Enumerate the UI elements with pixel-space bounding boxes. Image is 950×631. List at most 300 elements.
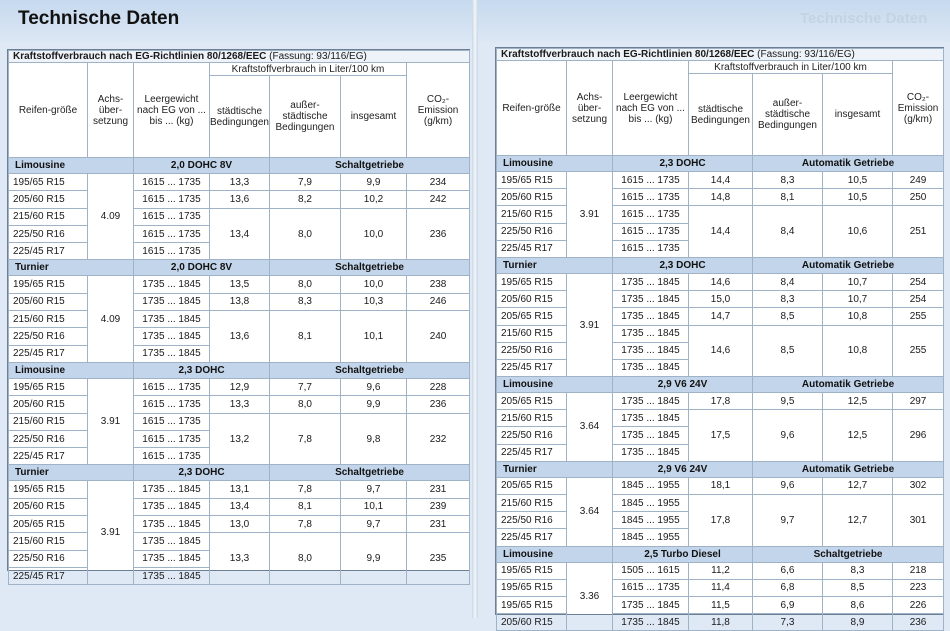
consumption-total: 10,1 bbox=[341, 498, 407, 515]
curb-weight: 1735 ... 1845 bbox=[134, 516, 210, 533]
curb-weight: 1735 ... 1845 bbox=[134, 276, 210, 293]
col-header-city: städtische Bedingungen bbox=[689, 74, 753, 156]
tire-size: 195/65 R15 bbox=[9, 378, 88, 395]
consumption-city: 17,8 bbox=[689, 393, 753, 410]
tire-size: 195/65 R15 bbox=[497, 579, 567, 596]
consumption-extra-urban: 7,8 bbox=[270, 516, 341, 533]
page-fold bbox=[472, 0, 478, 618]
curb-weight: 1845 ... 1955 bbox=[613, 529, 689, 546]
table-row bbox=[497, 308, 944, 325]
table-row bbox=[497, 273, 944, 290]
consumption-city: 14,4 bbox=[689, 172, 753, 189]
curb-weight: 1735 ... 1845 bbox=[613, 427, 689, 444]
consumption-extra-urban: 8,1 bbox=[270, 311, 341, 363]
fuel-table-left bbox=[7, 49, 470, 582]
curb-weight: 1735 ... 1845 bbox=[134, 533, 210, 550]
section-header-row bbox=[497, 377, 944, 393]
tire-size: 205/65 R15 bbox=[9, 516, 88, 533]
co2-emission: 242 bbox=[407, 191, 470, 208]
consumption-total: 12,5 bbox=[823, 410, 893, 462]
co2-emission: 296 bbox=[893, 410, 944, 462]
curb-weight: 1845 ... 1955 bbox=[613, 495, 689, 512]
axle-ratio: 4.09 bbox=[88, 174, 134, 260]
consumption-city: 13,8 bbox=[210, 293, 270, 310]
table-row bbox=[9, 276, 470, 293]
co2-emission: 255 bbox=[893, 325, 944, 377]
section-model: Turnier bbox=[9, 260, 134, 276]
consumption-extra-urban: 6,6 bbox=[753, 562, 823, 579]
consumption-extra-urban: 8,3 bbox=[753, 291, 823, 308]
section-gearbox: Schaltgetriebe bbox=[753, 546, 944, 562]
consumption-city: 13,2 bbox=[210, 413, 270, 465]
tire-size: 225/45 R17 bbox=[9, 345, 88, 362]
co2-emission: 297 bbox=[893, 393, 944, 410]
consumption-total: 10,2 bbox=[341, 191, 407, 208]
curb-weight: 1735 ... 1845 bbox=[613, 614, 689, 631]
curb-weight: 1735 ... 1845 bbox=[134, 293, 210, 310]
consumption-extra-urban: 9,6 bbox=[753, 410, 823, 462]
axle-ratio: 3.64 bbox=[567, 477, 613, 546]
co2-emission: 302 bbox=[893, 477, 944, 494]
co2-emission: 236 bbox=[407, 396, 470, 413]
table-row bbox=[9, 533, 470, 550]
tire-size: 225/45 R17 bbox=[9, 567, 88, 584]
curb-weight: 1735 ... 1845 bbox=[134, 328, 210, 345]
section-model: Limousine bbox=[9, 158, 134, 174]
section-engine: 2,3 DOHC bbox=[613, 257, 753, 273]
curb-weight: 1735 ... 1845 bbox=[613, 273, 689, 290]
table-row bbox=[9, 174, 470, 191]
axle-ratio: 3.64 bbox=[567, 393, 613, 462]
section-model: Turnier bbox=[497, 461, 613, 477]
table-row bbox=[497, 596, 944, 613]
consumption-city: 13,4 bbox=[210, 208, 270, 260]
consumption-city: 14,8 bbox=[689, 189, 753, 206]
tire-size: 225/45 R17 bbox=[497, 359, 567, 376]
section-header-row bbox=[497, 257, 944, 273]
axle-ratio: 3.36 bbox=[567, 562, 613, 631]
tire-size: 205/60 R15 bbox=[497, 189, 567, 206]
col-header-fuel-group: Kraftstoffverbrauch in Liter/100 km bbox=[689, 61, 893, 74]
curb-weight: 1615 ... 1735 bbox=[134, 413, 210, 430]
section-engine: 2,9 V6 24V bbox=[613, 377, 753, 393]
consumption-total: 10,0 bbox=[341, 276, 407, 293]
consumption-total: 9,7 bbox=[341, 481, 407, 498]
co2-emission: 250 bbox=[893, 189, 944, 206]
co2-emission: 239 bbox=[407, 498, 470, 515]
consumption-total: 9,6 bbox=[341, 378, 407, 395]
section-engine: 2,9 V6 24V bbox=[613, 461, 753, 477]
col-header-tire: Reifen-größe bbox=[9, 63, 88, 158]
consumption-extra-urban: 7,7 bbox=[270, 378, 341, 395]
co2-emission: 240 bbox=[407, 311, 470, 363]
consumption-city: 14,6 bbox=[689, 273, 753, 290]
tire-size: 205/60 R15 bbox=[497, 291, 567, 308]
co2-emission: 232 bbox=[407, 413, 470, 465]
consumption-extra-urban: 9,6 bbox=[753, 477, 823, 494]
consumption-extra-urban: 7,9 bbox=[270, 174, 341, 191]
co2-emission: 236 bbox=[893, 614, 944, 631]
curb-weight: 1615 ... 1735 bbox=[134, 225, 210, 242]
col-header-tire: Reifen-größe bbox=[497, 61, 567, 156]
consumption-extra-urban: 8,0 bbox=[270, 208, 341, 260]
table-row bbox=[497, 325, 944, 342]
consumption-extra-urban: 7,3 bbox=[753, 614, 823, 631]
consumption-total: 10,6 bbox=[823, 206, 893, 258]
section-model: Limousine bbox=[497, 156, 613, 172]
tire-size: 215/60 R15 bbox=[497, 325, 567, 342]
consumption-extra-urban: 8,0 bbox=[270, 533, 341, 585]
curb-weight: 1615 ... 1735 bbox=[134, 430, 210, 447]
curb-weight: 1735 ... 1845 bbox=[134, 567, 210, 584]
table-subtitle: (Fassung: 93/116/EG) bbox=[266, 51, 367, 62]
tire-size: 225/45 R17 bbox=[497, 240, 567, 257]
table-row bbox=[497, 393, 944, 410]
consumption-city: 14,7 bbox=[689, 308, 753, 325]
table-row bbox=[9, 378, 470, 395]
consumption-extra-urban: 8,0 bbox=[270, 396, 341, 413]
consumption-extra-urban: 8,4 bbox=[753, 273, 823, 290]
curb-weight: 1615 ... 1735 bbox=[134, 208, 210, 225]
table-subtitle: (Fassung: 93/116/EG) bbox=[754, 49, 855, 60]
tire-size: 225/50 R16 bbox=[9, 430, 88, 447]
consumption-city: 13,3 bbox=[210, 174, 270, 191]
consumption-total: 9,9 bbox=[341, 533, 407, 585]
consumption-total: 10,5 bbox=[823, 189, 893, 206]
consumption-city: 13,4 bbox=[210, 498, 270, 515]
section-gearbox: Schaltgetriebe bbox=[270, 465, 470, 481]
curb-weight: 1735 ... 1845 bbox=[613, 325, 689, 342]
tire-size: 225/45 R17 bbox=[9, 448, 88, 465]
tire-size: 195/65 R15 bbox=[9, 481, 88, 498]
consumption-city: 11,2 bbox=[689, 562, 753, 579]
section-gearbox: Schaltgetriebe bbox=[270, 158, 470, 174]
axle-ratio: 3.91 bbox=[88, 378, 134, 464]
tire-size: 225/50 R16 bbox=[497, 512, 567, 529]
tire-size: 225/50 R16 bbox=[9, 550, 88, 567]
section-engine: 2,3 DOHC bbox=[613, 156, 753, 172]
section-gearbox: Automatik Getriebe bbox=[753, 461, 944, 477]
section-gearbox: Automatik Getriebe bbox=[753, 156, 944, 172]
curb-weight: 1735 ... 1845 bbox=[134, 550, 210, 567]
consumption-total: 10,3 bbox=[341, 293, 407, 310]
tire-size: 215/60 R15 bbox=[497, 206, 567, 223]
table-row bbox=[497, 410, 944, 427]
consumption-extra-urban: 8,1 bbox=[753, 189, 823, 206]
co2-emission: 254 bbox=[893, 291, 944, 308]
table-row bbox=[9, 293, 470, 310]
section-header-row bbox=[497, 461, 944, 477]
tire-size: 215/60 R15 bbox=[497, 495, 567, 512]
consumption-city: 14,4 bbox=[689, 206, 753, 258]
co2-emission: 249 bbox=[893, 172, 944, 189]
tire-size: 225/45 R17 bbox=[9, 243, 88, 260]
table-row bbox=[9, 413, 470, 430]
consumption-city: 13,3 bbox=[210, 533, 270, 585]
curb-weight: 1735 ... 1845 bbox=[613, 359, 689, 376]
curb-weight: 1615 ... 1735 bbox=[134, 396, 210, 413]
table-row bbox=[497, 189, 944, 206]
tire-size: 225/50 R16 bbox=[9, 328, 88, 345]
consumption-city: 13,3 bbox=[210, 396, 270, 413]
co2-emission: 218 bbox=[893, 562, 944, 579]
consumption-total: 9,7 bbox=[341, 516, 407, 533]
consumption-total: 12,7 bbox=[823, 495, 893, 547]
fuel-table-right bbox=[495, 47, 944, 628]
consumption-city: 17,8 bbox=[689, 495, 753, 547]
col-header-co2: CO₂-Emission (g/km) bbox=[407, 63, 470, 158]
section-model: Limousine bbox=[497, 546, 613, 562]
co2-emission: 236 bbox=[407, 208, 470, 260]
consumption-total: 8,6 bbox=[823, 596, 893, 613]
consumption-city: 14,6 bbox=[689, 325, 753, 377]
tire-size: 215/60 R15 bbox=[9, 413, 88, 430]
tire-size: 205/60 R15 bbox=[9, 191, 88, 208]
section-engine: 2,0 DOHC 8V bbox=[134, 260, 270, 276]
table-row bbox=[9, 516, 470, 533]
consumption-total: 8,9 bbox=[823, 614, 893, 631]
section-header-row bbox=[497, 546, 944, 562]
col-header-extra-urban: außer-städtische Bedingungen bbox=[753, 74, 823, 156]
tire-size: 205/65 R15 bbox=[497, 393, 567, 410]
curb-weight: 1615 ... 1735 bbox=[134, 448, 210, 465]
consumption-total: 10,7 bbox=[823, 273, 893, 290]
section-engine: 2,5 Turbo Diesel bbox=[613, 546, 753, 562]
table-row bbox=[497, 172, 944, 189]
consumption-extra-urban: 7,8 bbox=[270, 413, 341, 465]
curb-weight: 1845 ... 1955 bbox=[613, 512, 689, 529]
curb-weight: 1735 ... 1845 bbox=[613, 342, 689, 359]
tire-size: 205/60 R15 bbox=[9, 396, 88, 413]
consumption-city: 11,5 bbox=[689, 596, 753, 613]
consumption-total: 10,8 bbox=[823, 325, 893, 377]
co2-emission: 231 bbox=[407, 516, 470, 533]
co2-emission: 228 bbox=[407, 378, 470, 395]
curb-weight: 1615 ... 1735 bbox=[613, 172, 689, 189]
consumption-extra-urban: 9,7 bbox=[753, 495, 823, 547]
section-engine: 2,0 DOHC 8V bbox=[134, 158, 270, 174]
curb-weight: 1615 ... 1735 bbox=[613, 206, 689, 223]
axle-ratio: 4.09 bbox=[88, 276, 134, 362]
consumption-extra-urban: 8,5 bbox=[753, 308, 823, 325]
tire-size: 205/60 R15 bbox=[497, 614, 567, 631]
table-row bbox=[497, 206, 944, 223]
table-row bbox=[497, 562, 944, 579]
co2-emission: 234 bbox=[407, 174, 470, 191]
tire-size: 195/65 R15 bbox=[497, 172, 567, 189]
axle-ratio: 3.91 bbox=[567, 273, 613, 376]
table-row bbox=[497, 614, 944, 631]
consumption-extra-urban: 8,0 bbox=[270, 276, 341, 293]
axle-ratio: 3.91 bbox=[567, 172, 613, 258]
tire-size: 205/60 R15 bbox=[9, 498, 88, 515]
curb-weight: 1735 ... 1845 bbox=[134, 311, 210, 328]
section-engine: 2,3 DOHC bbox=[134, 465, 270, 481]
consumption-city: 13,0 bbox=[210, 516, 270, 533]
section-header-row bbox=[9, 362, 470, 378]
consumption-total: 12,5 bbox=[823, 393, 893, 410]
consumption-total: 9,8 bbox=[341, 413, 407, 465]
curb-weight: 1505 ... 1615 bbox=[613, 562, 689, 579]
col-header-axle: Achs-über-setzung bbox=[567, 61, 613, 156]
table-title bbox=[497, 49, 944, 61]
tire-size: 225/50 R16 bbox=[9, 225, 88, 242]
tire-size: 225/50 R16 bbox=[497, 427, 567, 444]
col-header-total: insgesamt bbox=[341, 76, 407, 158]
co2-emission: 255 bbox=[893, 308, 944, 325]
tire-size: 195/65 R15 bbox=[497, 562, 567, 579]
table-title bbox=[9, 51, 470, 63]
col-header-extra-urban: außer-städtische Bedingungen bbox=[270, 76, 341, 158]
co2-emission: 238 bbox=[407, 276, 470, 293]
col-header-weight: Leergewicht nach EG von ... bis ... (kg) bbox=[613, 61, 689, 156]
table-title-text: Kraftstoffverbrauch nach EG-Richtlinien 80/1268/EEC bbox=[501, 49, 755, 60]
tire-size: 195/65 R15 bbox=[497, 273, 567, 290]
table-row bbox=[9, 311, 470, 328]
consumption-city: 11,8 bbox=[689, 614, 753, 631]
table-title-text: Kraftstoffverbrauch nach EG-Richtlinien 80/1268/EEC bbox=[13, 51, 267, 62]
section-engine: 2,3 DOHC bbox=[134, 362, 270, 378]
curb-weight: 1615 ... 1735 bbox=[613, 240, 689, 257]
consumption-extra-urban: 9,5 bbox=[753, 393, 823, 410]
tire-size: 205/65 R15 bbox=[497, 477, 567, 494]
consumption-city: 13,1 bbox=[210, 481, 270, 498]
consumption-total: 10,1 bbox=[341, 311, 407, 363]
consumption-city: 12,9 bbox=[210, 378, 270, 395]
consumption-total: 10,5 bbox=[823, 172, 893, 189]
column-header-row bbox=[497, 61, 944, 74]
consumption-total: 9,9 bbox=[341, 174, 407, 191]
consumption-total: 8,3 bbox=[823, 562, 893, 579]
section-model: Turnier bbox=[497, 257, 613, 273]
section-header-row bbox=[9, 158, 470, 174]
consumption-city: 13,6 bbox=[210, 311, 270, 363]
consumption-extra-urban: 7,8 bbox=[270, 481, 341, 498]
curb-weight: 1735 ... 1845 bbox=[613, 410, 689, 427]
curb-weight: 1735 ... 1845 bbox=[613, 393, 689, 410]
col-header-city: städtische Bedingungen bbox=[210, 76, 270, 158]
consumption-extra-urban: 6,9 bbox=[753, 596, 823, 613]
table-row bbox=[497, 291, 944, 308]
table-row bbox=[497, 495, 944, 512]
co2-emission: 251 bbox=[893, 206, 944, 258]
tire-size: 215/60 R15 bbox=[9, 533, 88, 550]
tire-size: 195/65 R15 bbox=[497, 596, 567, 613]
table-row bbox=[9, 481, 470, 498]
axle-ratio: 3.91 bbox=[88, 481, 134, 585]
consumption-city: 13,5 bbox=[210, 276, 270, 293]
consumption-extra-urban: 8,3 bbox=[753, 172, 823, 189]
table-row bbox=[497, 579, 944, 596]
curb-weight: 1735 ... 1845 bbox=[613, 596, 689, 613]
consumption-city: 18,1 bbox=[689, 477, 753, 494]
curb-weight: 1615 ... 1735 bbox=[134, 243, 210, 260]
curb-weight: 1735 ... 1845 bbox=[134, 481, 210, 498]
curb-weight: 1735 ... 1845 bbox=[613, 291, 689, 308]
tire-size: 215/60 R15 bbox=[497, 410, 567, 427]
curb-weight: 1735 ... 1845 bbox=[613, 444, 689, 461]
co2-emission: 246 bbox=[407, 293, 470, 310]
page-title: Technische Daten bbox=[18, 8, 180, 29]
consumption-extra-urban: 8,1 bbox=[270, 498, 341, 515]
col-header-co2: CO₂-Emission (g/km) bbox=[893, 61, 944, 156]
section-gearbox: Automatik Getriebe bbox=[753, 257, 944, 273]
table-row bbox=[9, 208, 470, 225]
curb-weight: 1735 ... 1845 bbox=[134, 498, 210, 515]
consumption-city: 13,6 bbox=[210, 191, 270, 208]
table-row bbox=[497, 477, 944, 494]
consumption-total: 8,5 bbox=[823, 579, 893, 596]
ghost-page-title: Technische Daten bbox=[800, 10, 928, 27]
co2-emission: 223 bbox=[893, 579, 944, 596]
col-header-total: insgesamt bbox=[823, 74, 893, 156]
curb-weight: 1735 ... 1845 bbox=[613, 308, 689, 325]
consumption-total: 10,0 bbox=[341, 208, 407, 260]
section-model: Turnier bbox=[9, 465, 134, 481]
section-model: Limousine bbox=[9, 362, 134, 378]
curb-weight: 1735 ... 1845 bbox=[134, 345, 210, 362]
consumption-city: 11,4 bbox=[689, 579, 753, 596]
tire-size: 195/65 R15 bbox=[9, 276, 88, 293]
tire-size: 225/50 R16 bbox=[497, 223, 567, 240]
co2-emission: 231 bbox=[407, 481, 470, 498]
consumption-city: 17,5 bbox=[689, 410, 753, 462]
tire-size: 205/65 R15 bbox=[497, 308, 567, 325]
tire-size: 205/60 R15 bbox=[9, 293, 88, 310]
co2-emission: 301 bbox=[893, 495, 944, 547]
section-header-row bbox=[497, 156, 944, 172]
consumption-extra-urban: 8,4 bbox=[753, 206, 823, 258]
consumption-total: 12,7 bbox=[823, 477, 893, 494]
col-header-fuel-group: Kraftstoffverbrauch in Liter/100 km bbox=[210, 63, 407, 76]
consumption-extra-urban: 8,3 bbox=[270, 293, 341, 310]
curb-weight: 1615 ... 1735 bbox=[613, 223, 689, 240]
consumption-extra-urban: 6,8 bbox=[753, 579, 823, 596]
col-header-weight: Leergewicht nach EG von ... bis ... (kg) bbox=[134, 63, 210, 158]
col-header-axle: Achs-über-setzung bbox=[88, 63, 134, 158]
curb-weight: 1615 ... 1735 bbox=[134, 378, 210, 395]
table-title-row bbox=[9, 51, 470, 63]
table-title-row bbox=[497, 49, 944, 61]
table-row bbox=[9, 396, 470, 413]
section-gearbox: Schaltgetriebe bbox=[270, 362, 470, 378]
tire-size: 225/45 R17 bbox=[497, 529, 567, 546]
tire-size: 225/50 R16 bbox=[497, 342, 567, 359]
section-header-row bbox=[9, 260, 470, 276]
curb-weight: 1615 ... 1735 bbox=[134, 191, 210, 208]
consumption-city: 15,0 bbox=[689, 291, 753, 308]
tire-size: 215/60 R15 bbox=[9, 311, 88, 328]
consumption-extra-urban: 8,5 bbox=[753, 325, 823, 377]
curb-weight: 1615 ... 1735 bbox=[134, 174, 210, 191]
consumption-total: 9,9 bbox=[341, 396, 407, 413]
consumption-total: 10,8 bbox=[823, 308, 893, 325]
table-row bbox=[9, 191, 470, 208]
tire-size: 225/45 R17 bbox=[497, 444, 567, 461]
consumption-total: 10,7 bbox=[823, 291, 893, 308]
section-header-row bbox=[9, 465, 470, 481]
section-gearbox: Automatik Getriebe bbox=[753, 377, 944, 393]
co2-emission: 226 bbox=[893, 596, 944, 613]
table-row bbox=[9, 498, 470, 515]
curb-weight: 1845 ... 1955 bbox=[613, 477, 689, 494]
tire-size: 195/65 R15 bbox=[9, 174, 88, 191]
column-header-row bbox=[9, 63, 470, 76]
curb-weight: 1615 ... 1735 bbox=[613, 189, 689, 206]
section-model: Limousine bbox=[497, 377, 613, 393]
tire-size: 215/60 R15 bbox=[9, 208, 88, 225]
co2-emission: 254 bbox=[893, 273, 944, 290]
